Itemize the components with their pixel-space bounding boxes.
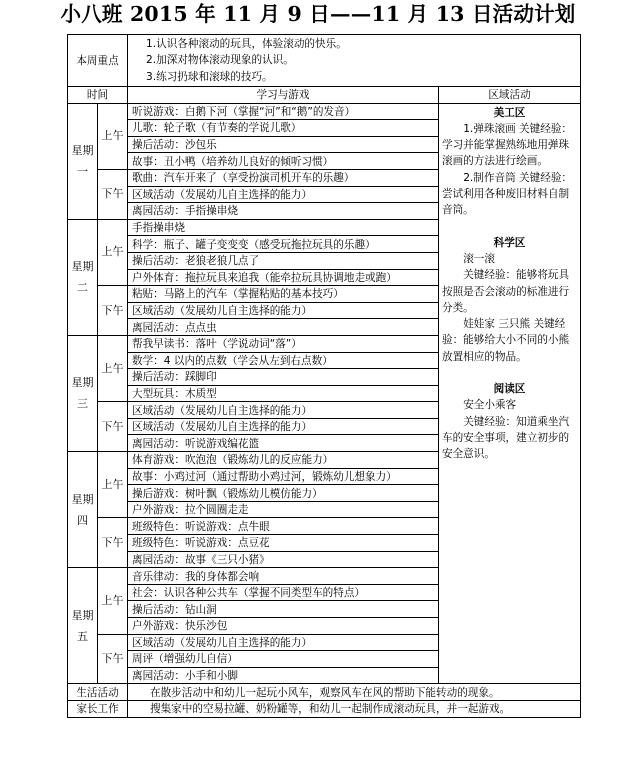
morning-activity: 户外体育：拖拉玩具来追我（能牵拉玩具协调地走或跑） [128,269,439,286]
afternoon-label: 下午 [98,169,128,219]
header-time: 时间 [68,87,128,104]
activity-row [68,103,581,120]
morning-activity: 大型玩具：木质型 [128,385,439,402]
afternoon-activity: 离园活动：故事《三只小猪》 [128,551,439,568]
footer-row [68,700,581,717]
afternoon-activity: 周评（增强幼儿自信） [128,651,439,668]
weekly-focus-item: 1.认识各种滚动的玩具，体验滚动的快乐。 [146,37,347,50]
morning-activity: 操后活动：踩脚印 [128,369,439,386]
afternoon-label: 下午 [98,286,128,336]
afternoon-label: 下午 [98,518,128,568]
page-title: 小八班 2015 年 11 月 9 日——11 月 13 日活动计划 [60,2,576,26]
morning-activity: 手指操串烧 [128,219,439,236]
afternoon-activity: 区域活动（发展幼儿自主选择的能力） [128,418,439,435]
morning-activity: 数学：4 以内的点数（学会从左到右点数） [128,352,439,369]
morning-label: 上午 [98,219,128,285]
area-paragraph: 关键经验：知道乘坐汽车的安全事项，建立初步的安全意识。 [442,415,570,461]
morning-activity: 户外游戏：快乐沙包 [128,618,439,635]
morning-activity: 体育游戏：吹泡泡（锻炼幼儿的反应能力） [128,452,439,469]
afternoon-activity: 离园活动：手指操串烧 [128,203,439,220]
area-paragraph: 2.制作音筒 关键经验：尝试利用各种废旧材料自制音筒。 [442,171,573,217]
afternoon-activity: 班级特色：听说游戏：点牛眼 [128,518,439,535]
area-heading: 阅读区 [493,383,526,396]
area-heading: 美工区 [493,106,526,119]
morning-activity: 听说游戏：白鹅下河（掌握“河”和“鹅”的发音） [128,103,439,120]
morning-activity: 故事：小鸡过河（通过帮助小鸡过河，锻炼幼儿想象力） [128,468,439,485]
morning-activity: 操后活动：沙包乐 [128,136,439,153]
afternoon-label: 下午 [98,634,128,684]
afternoon-label: 下午 [98,402,128,452]
afternoon-activity: 班级特色：听说游戏：点豆花 [128,535,439,552]
day-label: 星期三 [68,335,98,451]
morning-activity: 音乐律动：我的身体都会响 [128,568,439,585]
weekly-focus-row [68,35,581,87]
afternoon-activity: 区域活动（发展幼儿自主选择的能力） [128,634,439,651]
weekly-focus-item: 2.加深对物体滚动现象的认识。 [146,54,294,67]
area-heading: 科学区 [493,236,526,249]
afternoon-activity: 歌曲：汽车开来了（享受扮演司机开车的乐趣） [128,169,439,186]
day-label: 星期四 [68,452,98,568]
day-label: 星期一 [68,103,98,219]
morning-label: 上午 [98,568,128,634]
morning-activity: 户外游戏：拉个圆圈走走 [128,501,439,518]
weekly-focus-content [128,35,581,87]
morning-activity: 科学：瓶子、罐子变变变（感受玩拖拉玩具的乐趣） [128,236,439,253]
area-paragraph: 滚一滚 [463,252,495,265]
area-activities [439,103,581,684]
afternoon-activity: 离园活动：听说游戏编花篮 [128,435,439,452]
footer-row [68,684,581,701]
area-paragraph: 安全小乘客 [463,399,517,412]
footer-label: 生活活动 [68,684,128,701]
morning-activity: 社会：认识各种公共车（掌握不同类型车的特点） [128,584,439,601]
area-spacer [442,365,577,381]
morning-activity: 操后游戏：树叶飘（锻炼幼儿模仿能力） [128,485,439,502]
area-paragraph: 关键经验：能够将玩具按照是否会滚动的标准进行分类。 [442,269,570,314]
header-row [68,87,581,104]
header-study: 学习与游戏 [128,87,439,104]
morning-activity: 操后活动：老狼老狼几点了 [128,252,439,269]
morning-label: 上午 [98,103,128,169]
day-label: 星期二 [68,219,98,335]
area-spacer [442,219,577,235]
header-area: 区域活动 [439,87,581,104]
morning-activity: 故事：丑小鸭（培养幼儿良好的倾听习惯） [128,153,439,170]
afternoon-activity: 粘贴：马路上的汽车（掌握粘贴的基本技巧） [128,286,439,303]
morning-label: 上午 [98,335,128,401]
weekly-focus-label: 本周重点 [68,35,128,87]
day-label: 星期五 [68,568,98,684]
area-paragraph: 1.弹珠滚画 关键经验：学习并能掌握熟练地用弹珠滚画的方法进行绘画。 [442,122,573,168]
footer-text: 搜集家中的空易拉罐、奶粉罐等，和幼儿一起制作成滚动玩具，并一起游戏。 [128,700,581,717]
afternoon-activity: 离园活动：小手和小脚 [128,667,439,684]
afternoon-activity: 区域活动（发展幼儿自主选择的能力） [128,402,439,419]
footer-text: 在散步活动中和幼儿一起玩小风车，观察风车在风的帮助下能转动的现象。 [128,684,581,701]
afternoon-activity: 区域活动（发展幼儿自主选择的能力） [128,302,439,319]
afternoon-activity: 区域活动（发展幼儿自主选择的能力） [128,186,439,203]
morning-label: 上午 [98,452,128,518]
morning-activity: 儿歌：轮子歌（有节奏的学说儿歌） [128,120,439,137]
area-paragraph: 娃娃家 三只熊 关键经验：能够给大小不同的小熊放置相应的物品。 [442,318,570,363]
morning-activity: 帮我早读书：落叶（学说动词“落”） [128,335,439,352]
weekly-focus-item: 3.练习扔球和滚球的技巧。 [146,70,273,83]
activity-plan-table [67,34,581,718]
morning-activity: 操后活动：钻山洞 [128,601,439,618]
afternoon-activity: 离园活动：点点虫 [128,319,439,336]
footer-label: 家长工作 [68,700,128,717]
